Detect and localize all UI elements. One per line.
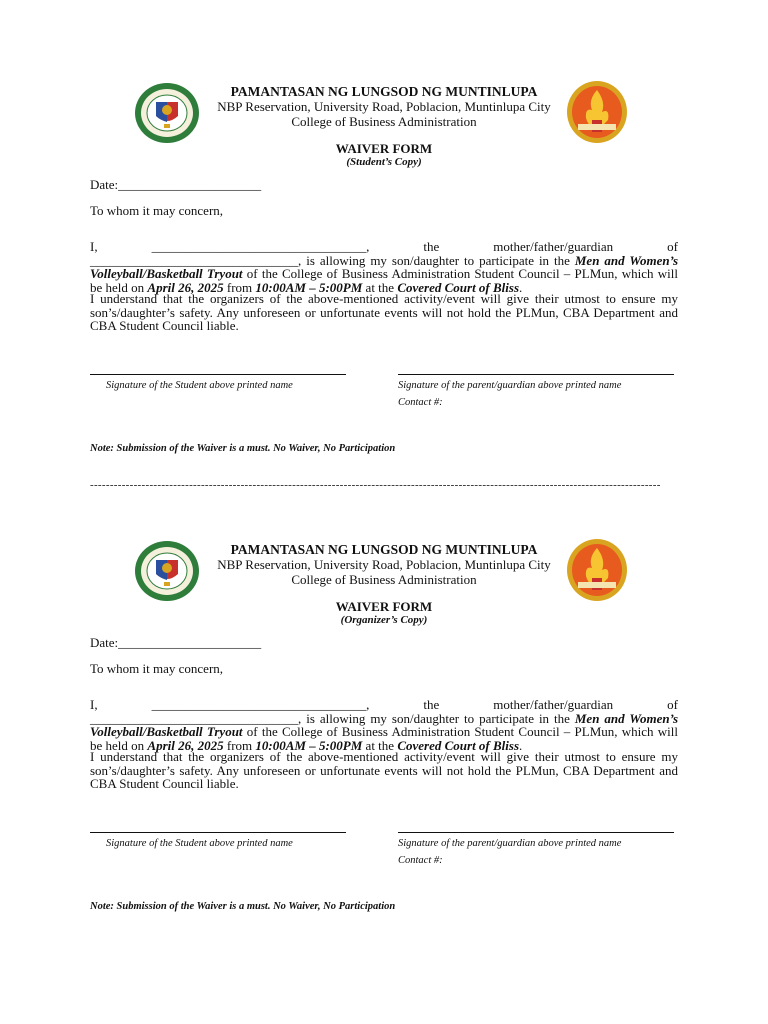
liability-paragraph: I understand that the organizers of the above-mentioned activity/event will give their utmost to ensure my son’s/daughter’s safety. Any unforeseen or unfortunate events will not hold the PLMun, CBA Department and CBA Student Council liable. xyxy=(90,291,678,333)
contact-label: Contact #: xyxy=(398,855,443,866)
university-address: NBP Reservation, University Road, Poblacion, Muntinlupa City xyxy=(217,557,551,572)
event-name: Men and Women’s Volleyball/Basketball Tryout xyxy=(90,252,678,281)
greeting: To whom it may concern, xyxy=(90,661,224,676)
parent-signature-line xyxy=(398,374,674,375)
event-time: 10:00AM – 5:00PM xyxy=(255,279,363,295)
cba-seal-logo xyxy=(566,538,628,602)
greeting: To whom it may concern, xyxy=(90,203,224,218)
form-title: WAIVER FORM xyxy=(335,599,433,614)
parent-signature-label: Signature of the parent/guardian above printed name xyxy=(398,838,622,849)
university-address: NBP Reservation, University Road, Poblacion, Muntinlupa City xyxy=(217,99,551,114)
liability-paragraph: I understand that the organizers of the above-mentioned activity/event will give their utmost to ensure my son’s/daughter’s safety. Any unforeseen or unfortunate events will not hold the PLMun, CBA Department and CBA Student Council liable. xyxy=(90,749,678,791)
student-signature-label: Signature of the Student above printed name xyxy=(106,838,293,849)
date-field: Date:______________________ xyxy=(90,177,262,192)
college-name: College of Business Administration xyxy=(291,572,477,587)
consent-paragraph: I, _________________________________, the mother/father/guardian of ________________________________, is allowing my son/daughter to participate in the Men and Women’s Volleyball/Basketball Tryout of the College of Business Administration Student Council – PLMun, which will be held on April 26, 2025 from 10:00AM – 5:00PM at the Covered Court of Bliss. xyxy=(90,697,678,753)
contact-label: Contact #: xyxy=(398,397,443,408)
institution-header xyxy=(150,542,618,587)
student-signature-line xyxy=(90,374,346,375)
cba-seal-logo xyxy=(566,80,628,144)
event-date: April 26, 2025 xyxy=(147,737,224,753)
submission-note: Note: Submission of the Waiver is a must. No Waiver, No Participation xyxy=(90,443,396,454)
student-signature-label: Signature of the Student above printed name xyxy=(106,380,293,391)
submission-note: Note: Submission of the Waiver is a must. No Waiver, No Participation xyxy=(90,901,396,912)
event-venue: Covered Court of Bliss xyxy=(397,737,520,753)
event-date: April 26, 2025 xyxy=(147,279,224,295)
university-name: PAMANTASAN NG LUNGSOD NG MUNTINLUPA xyxy=(230,542,538,557)
university-name: PAMANTASAN NG LUNGSOD NG MUNTINLUPA xyxy=(230,84,538,99)
event-venue: Covered Court of Bliss xyxy=(397,279,520,295)
parent-signature-line xyxy=(398,832,674,833)
event-name: Men and Women’s Volleyball/Basketball Tryout xyxy=(90,710,678,739)
consent-paragraph: I, _________________________________, the mother/father/guardian of ________________________________, is allowing my son/daughter to participate in the Men and Women’s Volleyball/Basketball Tryout of the College of Business Administration Student Council – PLMun, which will be held on April 26, 2025 from 10:00AM – 5:00PM at the Covered Court of Bliss. xyxy=(90,239,678,295)
copy-label: (Student’s Copy) xyxy=(346,156,422,168)
parent-signature-label: Signature of the parent/guardian above printed name xyxy=(398,380,622,391)
student-signature-line xyxy=(90,832,346,833)
cut-line-divider: ------------------------------------------------------------------------------------------------------------------------------------------------ xyxy=(90,479,661,491)
institution-header xyxy=(150,84,618,129)
copy-label: (Organizer’s Copy) xyxy=(340,614,428,626)
event-time: 10:00AM – 5:00PM xyxy=(255,737,363,753)
form-title: WAIVER FORM xyxy=(335,141,433,156)
college-name: College of Business Administration xyxy=(291,114,477,129)
date-field: Date:______________________ xyxy=(90,635,262,650)
